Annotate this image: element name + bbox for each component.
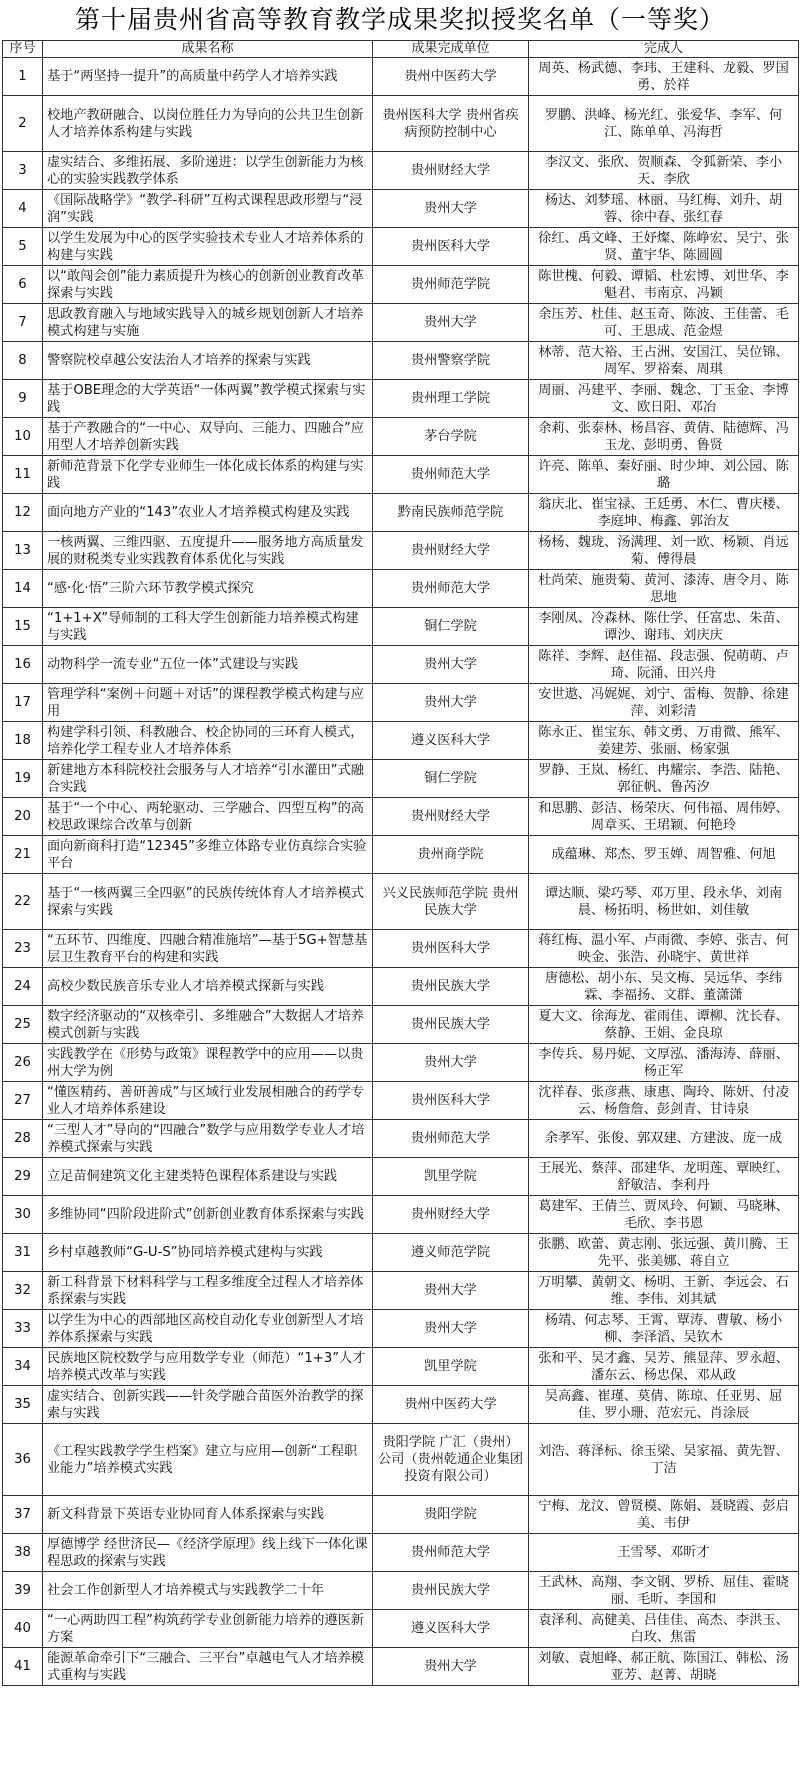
cell-contributors: 蒋红梅、温小军、卢雨微、李婷、张吉、何映金、张浩、孙晓宇、黄世祥 bbox=[529, 930, 799, 968]
cell-institution: 贵州医科大学 贵州省疾病预防控制中心 bbox=[373, 96, 529, 152]
cell-contributors: 许亮、陈单、秦好丽、时少坤、刘公园、陈璐 bbox=[529, 456, 799, 494]
cell-institution: 贵州大学 bbox=[373, 1310, 529, 1348]
cell-serial: 32 bbox=[3, 1272, 43, 1310]
table-row bbox=[3, 1196, 799, 1234]
table-row bbox=[3, 494, 799, 532]
cell-contributors: 翁庆北、崔宝禄、王廷勇、木仁、曹庆楼、李庭坤、梅鑫、郭治友 bbox=[529, 494, 799, 532]
cell-serial: 41 bbox=[3, 1648, 43, 1686]
cell-serial: 39 bbox=[3, 1572, 43, 1610]
cell-serial: 37 bbox=[3, 1496, 43, 1534]
cell-contributors: 和思鹏、彭洁、杨荣庆、何伟福、周伟婷、周章买、王珺颖、何艳玲 bbox=[529, 798, 799, 836]
cell-institution: 贵州财经大学 bbox=[373, 1196, 529, 1234]
cell-contributors: 杨达、刘梦瑶、林丽、马红梅、刘升、胡蓉、徐中春、张红春 bbox=[529, 190, 799, 228]
cell-institution: 贵州中医药大学 bbox=[373, 58, 529, 96]
table-row bbox=[3, 930, 799, 968]
cell-contributors: 沈祥春、张彦燕、康惠、陶玲、陈妍、付凌云、杨詹詹、彭剑青、甘诗泉 bbox=[529, 1082, 799, 1120]
cell-contributors: 周丽、冯建平、李丽、魏念、丁玉金、李博文、欧日阳、邓冶 bbox=[529, 380, 799, 418]
cell-contributors: 罗静、王岚、杨红、冉耀宗、李浩、陆艳、郭征帆、鲁芮汐 bbox=[529, 760, 799, 798]
cell-serial: 5 bbox=[3, 228, 43, 266]
cell-achievement-name: 能源革命牵引下“三融合、三平台”卓越电气人才培养模式重构与实践 bbox=[43, 1648, 373, 1686]
cell-serial: 26 bbox=[3, 1044, 43, 1082]
cell-achievement-name: 乡村卓越教师“G-U-S”协同培养模式建构与实践 bbox=[43, 1234, 373, 1272]
table-body bbox=[3, 58, 799, 1686]
cell-serial: 6 bbox=[3, 266, 43, 304]
cell-serial: 19 bbox=[3, 760, 43, 798]
cell-institution: 贵州民族大学 bbox=[373, 1006, 529, 1044]
cell-achievement-name: 新师范背景下化学专业师生一体化成长体系的构建与实践 bbox=[43, 456, 373, 494]
header-institution: 成果完成单位 bbox=[373, 41, 529, 58]
cell-institution: 贵州医科大学 bbox=[373, 1082, 529, 1120]
cell-contributors: 夏大文、徐海龙、霍雨佳、谭柳、沈长春、蔡静、王娟、金良琼 bbox=[529, 1006, 799, 1044]
table-row bbox=[3, 1006, 799, 1044]
cell-achievement-name: 动物科学一流专业“五位一体”式建设与实践 bbox=[43, 646, 373, 684]
table-row bbox=[3, 798, 799, 836]
cell-contributors: 宁梅、龙汶、曾贤模、陈娟、聂晓霞、彭启美、韦伊 bbox=[529, 1496, 799, 1534]
cell-institution: 贵州理工学院 bbox=[373, 380, 529, 418]
cell-institution: 兴义民族师范学院 贵州民族大学 bbox=[373, 874, 529, 930]
cell-contributors: 张和平、吴才鑫、吴芳、熊显萍、罗永超、潘东云、杨忠保、邓从政 bbox=[529, 1348, 799, 1386]
table-row bbox=[3, 1386, 799, 1424]
cell-serial: 40 bbox=[3, 1610, 43, 1648]
cell-serial: 15 bbox=[3, 608, 43, 646]
cell-institution: 茅台学院 bbox=[373, 418, 529, 456]
cell-serial: 38 bbox=[3, 1534, 43, 1572]
table-row bbox=[3, 1234, 799, 1272]
cell-contributors: 罗鹏、洪峰、杨光红、张爱华、李军、何江、陈单单、冯海哲 bbox=[529, 96, 799, 152]
cell-contributors: 吴高鑫、崔瑾、莫倩、陈琼、任亚男、屈佳、罗小珊、范宏元、肖涂辰 bbox=[529, 1386, 799, 1424]
cell-achievement-name: 基于“两坚持一提升”的高质量中药学人才培养实践 bbox=[43, 58, 373, 96]
table-row bbox=[3, 684, 799, 722]
cell-contributors: 杜尚荣、施贵菊、黄河、漆涛、唐令月、陈思地 bbox=[529, 570, 799, 608]
cell-institution: 贵州大学 bbox=[373, 646, 529, 684]
cell-serial: 36 bbox=[3, 1424, 43, 1496]
cell-achievement-name: 厚德博学 经世济民—《经济学原理》线上线下一体化课程思政的探索与实践 bbox=[43, 1534, 373, 1572]
cell-contributors: 余压芳、杜佳、赵玉奇、陈波、王佳蕾、毛可、王思成、范金煜 bbox=[529, 304, 799, 342]
cell-achievement-name: 思政教育融入与地域实践导入的城乡规划创新人才培养模式构建与实施 bbox=[43, 304, 373, 342]
cell-serial: 12 bbox=[3, 494, 43, 532]
cell-contributors: 王雪琴、邓昕才 bbox=[529, 1534, 799, 1572]
cell-achievement-name: 以“敢闯会创”能力素质提升为核心的创新创业教育改革探索与实践 bbox=[43, 266, 373, 304]
cell-serial: 14 bbox=[3, 570, 43, 608]
cell-serial: 16 bbox=[3, 646, 43, 684]
cell-serial: 9 bbox=[3, 380, 43, 418]
cell-institution: 贵州医科大学 bbox=[373, 930, 529, 968]
cell-achievement-name: 一核两翼、三维四驱、五度提升——服务地方高质量发展的财税类专业实践教育体系优化与实践 bbox=[43, 532, 373, 570]
cell-achievement-name: 高校少数民族音乐专业人才培养模式探新与实践 bbox=[43, 968, 373, 1006]
cell-institution: 铜仁学院 bbox=[373, 608, 529, 646]
cell-serial: 7 bbox=[3, 304, 43, 342]
cell-institution: 贵州大学 bbox=[373, 1044, 529, 1082]
cell-institution: 贵阳学院 广汇（贵州）公司（贵州乾通企业集团投资有限公司） bbox=[373, 1424, 529, 1496]
table-row bbox=[3, 228, 799, 266]
cell-contributors: 杨杨、魏珑、汤满理、刘一欧、杨颖、肖远菊、傅得晨 bbox=[529, 532, 799, 570]
cell-contributors: 周英、杨武德、李玮、王建科、龙毅、罗国勇、於祥 bbox=[529, 58, 799, 96]
cell-serial: 3 bbox=[3, 152, 43, 190]
table-row bbox=[3, 380, 799, 418]
cell-contributors: 余莉、张泰林、杨昌容、黄倩、陆德辉、冯玉龙、彭明勇、鲁贤 bbox=[529, 418, 799, 456]
cell-contributors: 林蒂、范大裕、王占洲、安国江、吴位锦、周军、罗裕秦、周琪 bbox=[529, 342, 799, 380]
cell-serial: 1 bbox=[3, 58, 43, 96]
cell-contributors: 谭达顺、梁巧琴、邓万里、段永华、刘南晨、杨拓明、杨世如、刘佳敏 bbox=[529, 874, 799, 930]
cell-serial: 10 bbox=[3, 418, 43, 456]
table-row bbox=[3, 968, 799, 1006]
cell-institution: 铜仁学院 bbox=[373, 760, 529, 798]
cell-institution: 贵阳学院 bbox=[373, 1496, 529, 1534]
cell-achievement-name: 基于“一个中心、两轮驱动、三学融合、四型互构”的高校思政课综合改革与创新 bbox=[43, 798, 373, 836]
cell-institution: 贵州师范大学 bbox=[373, 1534, 529, 1572]
cell-achievement-name: 管理学科“案例＋问题＋对话”的课程教学模式构建与应用 bbox=[43, 684, 373, 722]
cell-institution: 贵州大学 bbox=[373, 1272, 529, 1310]
cell-institution: 遵义师范学院 bbox=[373, 1234, 529, 1272]
cell-serial: 13 bbox=[3, 532, 43, 570]
cell-achievement-name: “1+1+X”导师制的工科大学生创新能力培养模式构建与实践 bbox=[43, 608, 373, 646]
cell-contributors: 李传兵、易丹妮、文厚泓、潘海涛、薛丽、杨正军 bbox=[529, 1044, 799, 1082]
cell-serial: 17 bbox=[3, 684, 43, 722]
cell-contributors: 陈永正、崔宝东、韩文勇、万甫微、熊军、姜建芳、张丽、杨家强 bbox=[529, 722, 799, 760]
cell-serial: 29 bbox=[3, 1158, 43, 1196]
cell-institution: 贵州大学 bbox=[373, 684, 529, 722]
table-row bbox=[3, 152, 799, 190]
table-row bbox=[3, 1158, 799, 1196]
document-title: 第十届贵州省高等教育教学成果奖拟授奖名单（一等奖） bbox=[74, 5, 725, 34]
table-row bbox=[3, 342, 799, 380]
table-row bbox=[3, 1082, 799, 1120]
cell-institution: 贵州大学 bbox=[373, 1648, 529, 1686]
table-row bbox=[3, 456, 799, 494]
header-achievement-name: 成果名称 bbox=[43, 41, 373, 58]
cell-contributors: 刘浩、蒋泽标、徐玉梁、吴家福、黄先智、丁洁 bbox=[529, 1424, 799, 1496]
cell-contributors: 袁泽利、高健美、吕佳佳、高杰、李洪玉、白玫、焦雷 bbox=[529, 1610, 799, 1648]
table-row bbox=[3, 1496, 799, 1534]
cell-contributors: 王展光、蔡萍、邵建华、龙明莲、覃映红、舒敏洁、李利丹 bbox=[529, 1158, 799, 1196]
cell-contributors: 张鹏、欧蕾、黄志刚、张远强、黄川腾、王先平、张美娜、蒋自立 bbox=[529, 1234, 799, 1272]
cell-serial: 11 bbox=[3, 456, 43, 494]
cell-achievement-name: 警察院校卓越公安法治人才培养的探索与实践 bbox=[43, 342, 373, 380]
cell-achievement-name: 实践教学在《形势与政策》课程教学中的应用——以贵州大学为例 bbox=[43, 1044, 373, 1082]
cell-achievement-name: “三型人才”导向的“四融合”数学与应用数学专业人才培养模式探索与实践 bbox=[43, 1120, 373, 1158]
table-row bbox=[3, 1272, 799, 1310]
cell-serial: 24 bbox=[3, 968, 43, 1006]
cell-achievement-name: “一心两助四工程”构筑药学专业创新能力培养的遵医新方案 bbox=[43, 1610, 373, 1648]
cell-contributors: 杨靖、何志琴、王霄、覃涛、曹敏、杨小柳、李泽滔、吴钦木 bbox=[529, 1310, 799, 1348]
table-row bbox=[3, 570, 799, 608]
table-row bbox=[3, 1044, 799, 1082]
cell-achievement-name: 虚实结合、创新实践——针灸学融合苗医外治教学的探索与实践 bbox=[43, 1386, 373, 1424]
cell-institution: 贵州商学院 bbox=[373, 836, 529, 874]
cell-serial: 33 bbox=[3, 1310, 43, 1348]
cell-achievement-name: 新建地方本科院校社会服务与人才培养“引水灌田”式融合实践 bbox=[43, 760, 373, 798]
cell-achievement-name: 以学生发展为中心的医学实验技术专业人才培养体系的构建与实践 bbox=[43, 228, 373, 266]
cell-achievement-name: 以学生为中心的西部地区高校自动化专业创新型人才培养体系探索与实践 bbox=[43, 1310, 373, 1348]
cell-achievement-name: 《国际战略学》“教学-科研”互构式课程思政形塑与“浸润”实践 bbox=[43, 190, 373, 228]
cell-institution: 贵州大学 bbox=[373, 190, 529, 228]
cell-institution: 贵州中医药大学 bbox=[373, 1386, 529, 1424]
table-row bbox=[3, 1310, 799, 1348]
cell-serial: 8 bbox=[3, 342, 43, 380]
cell-contributors: 陈世槐、何毅、谭韬、杜宏博、刘世华、李魁君、韦南京、冯颖 bbox=[529, 266, 799, 304]
cell-achievement-name: 构建学科引领、科教融合、校企协同的三环育人模式，培养化学工程专业人才培养体系 bbox=[43, 722, 373, 760]
cell-contributors: 徐红、禹文峰、王妤燦、陈峥宏、吴宁、张贤、董宇华、陈圆圆 bbox=[529, 228, 799, 266]
table-row bbox=[3, 304, 799, 342]
header-serial: 序号 bbox=[3, 41, 43, 58]
cell-serial: 4 bbox=[3, 190, 43, 228]
table-row bbox=[3, 532, 799, 570]
cell-institution: 贵州大学 bbox=[373, 304, 529, 342]
cell-achievement-name: 虚实结合、多维拓展、多阶递进：以学生创新能力为核心的实验实践教学体系 bbox=[43, 152, 373, 190]
cell-achievement-name: 基于“一核两翼三全四驱”的民族传统体育人才培养模式探索与实践 bbox=[43, 874, 373, 930]
cell-contributors: 安世遨、冯娓娓、刘宁、雷梅、贺静、徐建萍、刘彩清 bbox=[529, 684, 799, 722]
cell-institution: 贵州财经大学 bbox=[373, 152, 529, 190]
cell-institution: 凯里学院 bbox=[373, 1158, 529, 1196]
cell-contributors: 万明攀、黄朝文、杨明、王新、李远会、石维、李伟、刘其斌 bbox=[529, 1272, 799, 1310]
table-row bbox=[3, 760, 799, 798]
table-row bbox=[3, 1120, 799, 1158]
cell-institution: 凯里学院 bbox=[373, 1348, 529, 1386]
cell-contributors: 成蕴琳、郑杰、罗玉婵、周智雅、何旭 bbox=[529, 836, 799, 874]
table-row bbox=[3, 1610, 799, 1648]
cell-serial: 21 bbox=[3, 836, 43, 874]
cell-institution: 贵州民族大学 bbox=[373, 968, 529, 1006]
table-row bbox=[3, 58, 799, 96]
cell-institution: 贵州财经大学 bbox=[373, 532, 529, 570]
header-contributors: 完成人 bbox=[529, 41, 799, 58]
table-row bbox=[3, 1648, 799, 1686]
cell-contributors: 王武林、高翔、李文钢、罗桥、屈佳、霍晓丽、毛昕、李国和 bbox=[529, 1572, 799, 1610]
cell-achievement-name: 校地产教研融合、以岗位胜任力为导向的公共卫生创新人才培养体系构建与实践 bbox=[43, 96, 373, 152]
cell-institution: 贵州师范学院 bbox=[373, 266, 529, 304]
cell-serial: 18 bbox=[3, 722, 43, 760]
cell-achievement-name: 新文科背景下英语专业协同育人体系探索与实践 bbox=[43, 1496, 373, 1534]
table-row bbox=[3, 722, 799, 760]
cell-institution: 贵州师范大学 bbox=[373, 570, 529, 608]
cell-contributors: 刘敏、袁旭峰、郝正航、陈国江、韩松、汤亚芳、赵菁、胡晓 bbox=[529, 1648, 799, 1686]
cell-achievement-name: 基于产教融合的“一中心、双导向、三能力、四融合”应用型人才培养创新实践 bbox=[43, 418, 373, 456]
cell-serial: 25 bbox=[3, 1006, 43, 1044]
cell-institution: 贵州医科大学 bbox=[373, 228, 529, 266]
cell-institution: 贵州财经大学 bbox=[373, 798, 529, 836]
cell-serial: 22 bbox=[3, 874, 43, 930]
cell-achievement-name: 立足苗侗建筑文化主建类特色课程体系建设与实践 bbox=[43, 1158, 373, 1196]
cell-serial: 23 bbox=[3, 930, 43, 968]
cell-institution: 贵州师范大学 bbox=[373, 456, 529, 494]
cell-serial: 30 bbox=[3, 1196, 43, 1234]
award-table bbox=[2, 40, 799, 1686]
table-row bbox=[3, 1534, 799, 1572]
cell-institution: 遵义医科大学 bbox=[373, 722, 529, 760]
cell-achievement-name: 《工程实践教学学生档案》建立与应用—创新“工程职业能力”培养模式实践 bbox=[43, 1424, 373, 1496]
cell-achievement-name: 多维协同“四阶段进阶式”创新创业教育体系探索与实践 bbox=[43, 1196, 373, 1234]
cell-contributors: 唐德松、胡小东、吴文梅、吴远华、李纬霖、李福扬、文群、董潇潇 bbox=[529, 968, 799, 1006]
cell-achievement-name: 民族地区院校数学与应用数学专业（师范）“1+3”人才培养模式改革与实践 bbox=[43, 1348, 373, 1386]
cell-institution: 遵义医科大学 bbox=[373, 1610, 529, 1648]
cell-achievement-name: 社会工作创新型人才培养模式与实践教学二十年 bbox=[43, 1572, 373, 1610]
cell-serial: 28 bbox=[3, 1120, 43, 1158]
cell-achievement-name: 面向新商科打造“12345”多维立体路专业仿真综合实验平台 bbox=[43, 836, 373, 874]
cell-achievement-name: 新工科背景下材料科学与工程多维度全过程人才培养体系探索与实践 bbox=[43, 1272, 373, 1310]
cell-serial: 34 bbox=[3, 1348, 43, 1386]
cell-achievement-name: “五环节、四维度、四融合精准施培”—基于5G+智慧基层卫生教育平台的构建和实践 bbox=[43, 930, 373, 968]
table-row bbox=[3, 1348, 799, 1386]
cell-institution: 贵州警察学院 bbox=[373, 342, 529, 380]
table-row bbox=[3, 874, 799, 930]
table-row bbox=[3, 836, 799, 874]
cell-achievement-name: “懂医精药、善研善成”与区域行业发展相融合的药学专业人才培养体系建设 bbox=[43, 1082, 373, 1120]
cell-institution: 贵州民族大学 bbox=[373, 1572, 529, 1610]
cell-serial: 2 bbox=[3, 96, 43, 152]
cell-achievement-name: “感·化·悟”三阶六环节教学模式探究 bbox=[43, 570, 373, 608]
cell-institution: 贵州师范大学 bbox=[373, 1120, 529, 1158]
table-row bbox=[3, 608, 799, 646]
cell-achievement-name: 数字经济驱动的“双核牵引、多维融合”大数据人才培养模式创新与实践 bbox=[43, 1006, 373, 1044]
table-row bbox=[3, 646, 799, 684]
table-row bbox=[3, 266, 799, 304]
table-row bbox=[3, 1424, 799, 1496]
cell-contributors: 陈祥、李辉、赵佳福、段志强、倪萌萌、卢琦、阮涌、田兴舟 bbox=[529, 646, 799, 684]
cell-contributors: 余孝军、张俊、郭双建、方建波、庞一成 bbox=[529, 1120, 799, 1158]
cell-institution: 黔南民族师范学院 bbox=[373, 494, 529, 532]
cell-serial: 20 bbox=[3, 798, 43, 836]
table-header-row bbox=[3, 41, 799, 58]
cell-contributors: 李汉文、张欣、贺顺森、令狐新荣、李小天、李欣 bbox=[529, 152, 799, 190]
table-row bbox=[3, 418, 799, 456]
cell-serial: 31 bbox=[3, 1234, 43, 1272]
table-row bbox=[3, 1572, 799, 1610]
cell-contributors: 李刚凤、冷森林、陈仕学、任富忠、朱苗、谭沙、谢玮、刘庆庆 bbox=[529, 608, 799, 646]
cell-achievement-name: 面向地方产业的“143”农业人才培养模式构建及实践 bbox=[43, 494, 373, 532]
table-row bbox=[3, 190, 799, 228]
table-row bbox=[3, 96, 799, 152]
cell-serial: 35 bbox=[3, 1386, 43, 1424]
cell-serial: 27 bbox=[3, 1082, 43, 1120]
cell-achievement-name: 基于OBE理念的大学英语“一体两翼”教学模式探索与实践 bbox=[43, 380, 373, 418]
cell-contributors: 葛建军、王倩兰、贾凤玲、何颖、马晓琳、毛欣、李书恩 bbox=[529, 1196, 799, 1234]
